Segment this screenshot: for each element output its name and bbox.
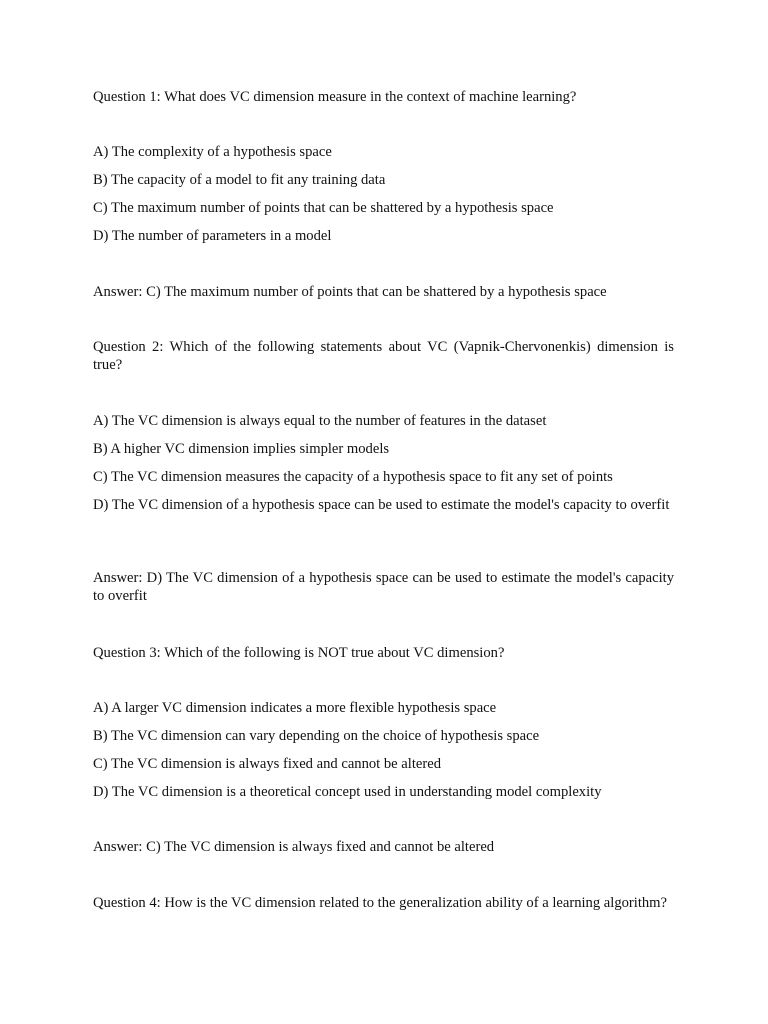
document-page xyxy=(93,0,674,1024)
question-4-text: Question 4: How is the VC dimension related to the generalization ability of a learning algorithm? xyxy=(93,895,668,911)
question-3-option-d: D) The VC dimension is a theoretical concept used in understanding model complexity xyxy=(93,784,602,800)
question-2-answer: Answer: D) The VC dimension of a hypothesis space can be used to estimate the model's capacity to overfit xyxy=(93,570,674,604)
question-3-text: Question 3: Which of the following is NOT true about VC dimension? xyxy=(93,645,505,661)
question-2-option-d: D) The VC dimension of a hypothesis space can be used to estimate the model's capacity to overfit xyxy=(93,497,670,513)
question-2-text: Question 2: Which of the following statements about VC (Vapnik-Chervonenkis) dimension is true? xyxy=(93,339,674,373)
question-3-option-b: B) The VC dimension can vary depending on the choice of hypothesis space xyxy=(93,728,540,744)
question-3-option-a: A) A larger VC dimension indicates a more flexible hypothesis space xyxy=(93,700,497,716)
question-1-option-d: D) The number of parameters in a model xyxy=(93,228,332,244)
question-1-option-c: C) The maximum number of points that can be shattered by a hypothesis space xyxy=(93,200,554,216)
question-2-option-a: A) The VC dimension is always equal to the number of features in the dataset xyxy=(93,413,547,429)
question-3-answer: Answer: C) The VC dimension is always fixed and cannot be altered xyxy=(93,839,495,855)
question-3-option-c: C) The VC dimension is always fixed and cannot be altered xyxy=(93,756,442,772)
question-1-answer: Answer: C) The maximum number of points that can be shattered by a hypothesis space xyxy=(93,284,607,300)
question-1-option-a: A) The complexity of a hypothesis space xyxy=(93,144,332,160)
question-1-text: Question 1: What does VC dimension measure in the context of machine learning? xyxy=(93,89,577,105)
question-2-option-c: C) The VC dimension measures the capacity of a hypothesis space to fit any set of points xyxy=(93,469,613,485)
question-1-option-b: B) The capacity of a model to fit any training data xyxy=(93,172,386,188)
question-2-option-b: B) A higher VC dimension implies simpler models xyxy=(93,441,390,457)
